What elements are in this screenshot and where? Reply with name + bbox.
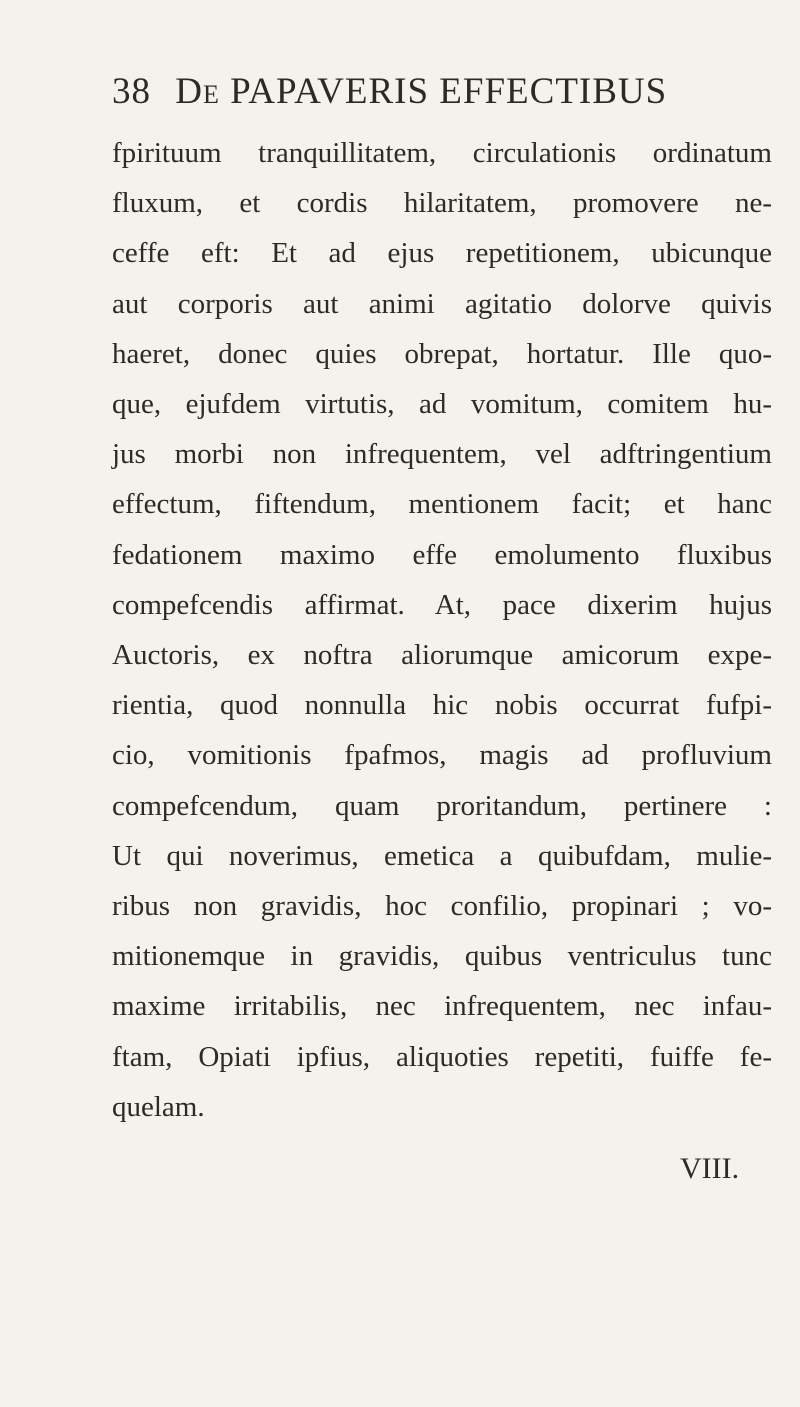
text-line: compefcendum, quam proritandum, pertinere : <box>112 789 772 822</box>
text-line: fpirituum tranquillitatem, circulationis ordinatum <box>112 137 772 169</box>
text-line: mitionemque in gravidis, quibus ventriculus tunc <box>112 940 772 973</box>
text-line: que, ejufdem virtutis, ad vomitum, comitem hu- <box>112 388 772 421</box>
running-title: De PAPAVERIS EFFECTIBUS <box>175 71 668 112</box>
text-line: aut corporis aut animi agitatio dolorve quivis <box>112 287 772 320</box>
page-number: 38 <box>112 71 151 112</box>
text-line: ribus non gravidis, hoc confilio, propinari ; vo- <box>112 890 772 923</box>
text-line: ceffe eft: Et ad ejus repetitionem, ubicunque <box>112 237 772 270</box>
text-line: jus morbi non infrequentem, vel adftringentium <box>112 438 772 471</box>
running-head <box>112 70 667 113</box>
text-line: maxime irritabilis, nec infrequentem, nec infau- <box>112 990 772 1023</box>
text-line: Ut qui noverimus, emetica a quibufdam, mulie- <box>112 839 772 872</box>
text-line: fluxum, et cordis hilaritatem, promovere ne- <box>112 187 772 220</box>
text-line: quelam. <box>112 1090 205 1123</box>
text-line: haeret, donec quies obrepat, hortatur. Ille quo- <box>112 337 772 370</box>
catchword: VIII. <box>680 1152 740 1185</box>
text-line: fedationem maximo effe emolumento fluxibus <box>112 538 772 571</box>
body-paragraph <box>112 128 772 1132</box>
text-line: cio, vomitionis fpafmos, magis ad profluvium <box>112 739 772 772</box>
text-line: effectum, fiftendum, mentionem facit; et hanc <box>112 488 772 521</box>
text-line: ftam, Opiati ipfius, aliquoties repetiti, fuiffe fe- <box>112 1040 772 1073</box>
text-line: compefcendis affirmat. At, pace dixerim hujus <box>112 588 772 621</box>
text-line: rientia, quod nonnulla hic nobis occurrat fufpi- <box>112 689 772 722</box>
text-line: Auctoris, ex noftra aliorumque amicorum expe- <box>112 639 772 672</box>
